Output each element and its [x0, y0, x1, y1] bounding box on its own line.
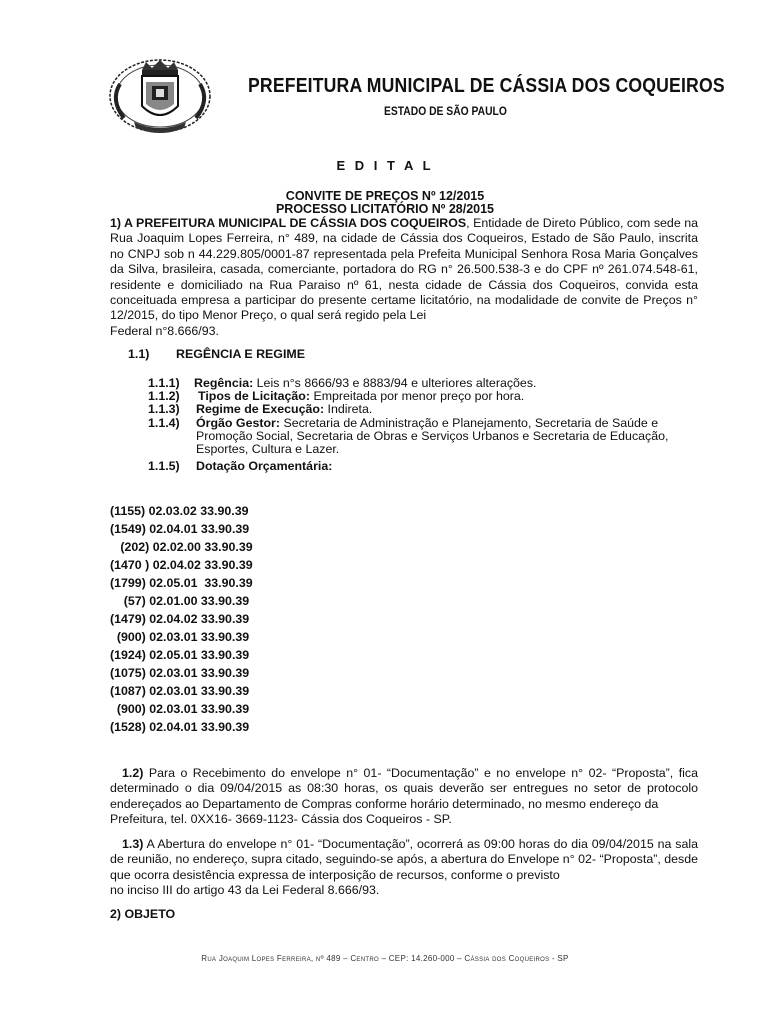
list-item-text: Empreitada por menor preço por hora.	[310, 389, 525, 403]
section-1-1-number: 1.1)	[128, 347, 150, 361]
dotacao-item: (1155) 02.03.02 33.90.39	[110, 504, 249, 518]
dotacao-item: (1470 ) 02.04.02 33.90.39	[110, 558, 253, 572]
paragraph-1	[110, 216, 698, 339]
paragraph-1-2-last: Prefeitura, tel. 0XX16- 3669-1123- Cássia dos Coqueiros - SP.	[110, 812, 452, 827]
list-item-text: Leis n°s 8666/93 e 8883/94 e ulteriores alterações.	[253, 376, 537, 390]
dotacao-item: (1799) 02.05.01 33.90.39	[110, 576, 253, 590]
dotacao-list	[110, 502, 253, 736]
municipal-crest-logo	[104, 56, 216, 140]
dotacao-item: (1479) 02.04.02 33.90.39	[110, 612, 250, 626]
dotacao-item: (1549) 02.04.01 33.90.39	[110, 522, 250, 536]
dotacao-item: (202) 02.02.00 33.90.39	[110, 540, 253, 554]
list-item-label: Dotação Orçamentária:	[196, 459, 333, 473]
list-item-text: Indireta.	[324, 402, 373, 416]
paragraph-1-3-last: no inciso III do artigo 43 da Lei Federal 8.666/93.	[110, 883, 380, 898]
paragraph-1-3-text: A Abertura do envelope n° 01- “Documentação”, ocorrerá as 09:00 horas do dia 09/04/2015 na sala de reunião, no endereço, supra citado, seguindo-se após, a abertura do Envelope n° 02- “Proposta”, desde que ocorra desistência expressa de interposição de recursos, conforme o previsto	[110, 837, 698, 882]
paragraph-1-bold: 1) A PREFEITURA MUNICIPAL DE CÁSSIA DOS COQUEIROS	[110, 216, 467, 230]
header-subtitle: ESTADO DE SÃO PAULO	[384, 104, 507, 118]
doc-edital-heading: E D I T A L	[336, 158, 434, 173]
dotacao-item: (1924) 02.05.01 33.90.39	[110, 648, 250, 662]
list-item-number: 1.1.5)	[148, 459, 180, 473]
paragraph-1-2-text: Para o Recebimento do envelope n° 01- “Documentação” e no envelope n° 02- “Proposta”, fica determinado o dia 09/04/2015 as 08:30 horas, os quais deverão ser entregues no setor de protocolo endereçados ao Departamento de Compras conforme horário determinado, no mesmo endereço da	[110, 766, 698, 811]
dotacao-item: (57) 02.01.00 33.90.39	[110, 594, 250, 608]
paragraph-1-3-number: 1.3)	[122, 837, 144, 851]
list-item-number: 1.1.3)	[148, 402, 180, 416]
list-item-number: 1.1.1)	[148, 376, 180, 390]
header-title: PREFEITURA MUNICIPAL DE CÁSSIA DOS COQUEIROS	[248, 74, 725, 97]
paragraph-1-2	[110, 766, 698, 828]
paragraph-1-3	[110, 837, 698, 899]
section-2-heading: 2) OBJETO	[110, 907, 176, 921]
dotacao-item: (1528) 02.04.01 33.90.39	[110, 720, 250, 734]
paragraph-1-last: Federal n°8.666/93.	[110, 323, 219, 338]
list-item-text: Secretaria de Administração e Planejamento, Secretaria de Saúde e Promoção Social, Secretaria de Obras e Serviços Urbanos e Secretaria de Educação, Esportes, Cultura e Lazer.	[196, 416, 669, 456]
list-item-label: Órgão Gestor:	[196, 416, 280, 430]
dotacao-item: (900) 02.03.01 33.90.39	[110, 702, 250, 716]
paragraph-1-text: , Entidade de Direto Público, com sede na Rua Joaquim Lopes Ferreira, n° 489, na cidade de Cássia dos Coqueiros, Estado de São Paulo, inscrita no CNPJ sob n 44.229.805/0001-87 representada pela Prefeita Municipal Senhora Rosa Maria Gonçalves da Silva, brasileira, casada, comerciante, portadora do RG n° 26.500.538-3 e do CPF nº 261.074.548-61, residente e domiciliado na Rua Paraiso nº 61, nesta cidade de Cássia dos Coqueiros, convida esta conceituada empresa a participar do presente certame licitatório, na modalidade de convite de Preços n° 12/2015, do tipo Menor Preço, o qual será regido pela Lei	[110, 216, 698, 323]
list-item-number: 1.1.4)	[148, 416, 180, 430]
dotacao-item: (1075) 02.03.01 33.90.39	[110, 666, 250, 680]
doc-convite-heading: CONVITE DE PREÇOS Nº 12/2015	[285, 189, 485, 203]
section-1-1-heading	[128, 347, 305, 361]
page-footer: Rua Joaquim Lopes Ferreira, nº 489 – Centro – CEP: 14.260-000 – Cássia dos Coqueiros - SP	[201, 954, 569, 963]
dotacao-item: (900) 02.03.01 33.90.39	[110, 630, 250, 644]
list-item-number: 1.1.2)	[148, 389, 180, 403]
doc-processo-heading: PROCESSO LICITATÓRIO Nº 28/2015	[275, 202, 495, 216]
list-item-label: Tipos de Licitação:	[198, 389, 310, 403]
dotacao-item: (1087) 02.03.01 33.90.39	[110, 684, 250, 698]
section-1-1-title: REGÊNCIA E REGIME	[176, 347, 305, 361]
list-item-label: Regência:	[194, 376, 254, 390]
paragraph-1-2-number: 1.2)	[122, 766, 144, 780]
list-item-label: Regime de Execução:	[196, 402, 325, 416]
